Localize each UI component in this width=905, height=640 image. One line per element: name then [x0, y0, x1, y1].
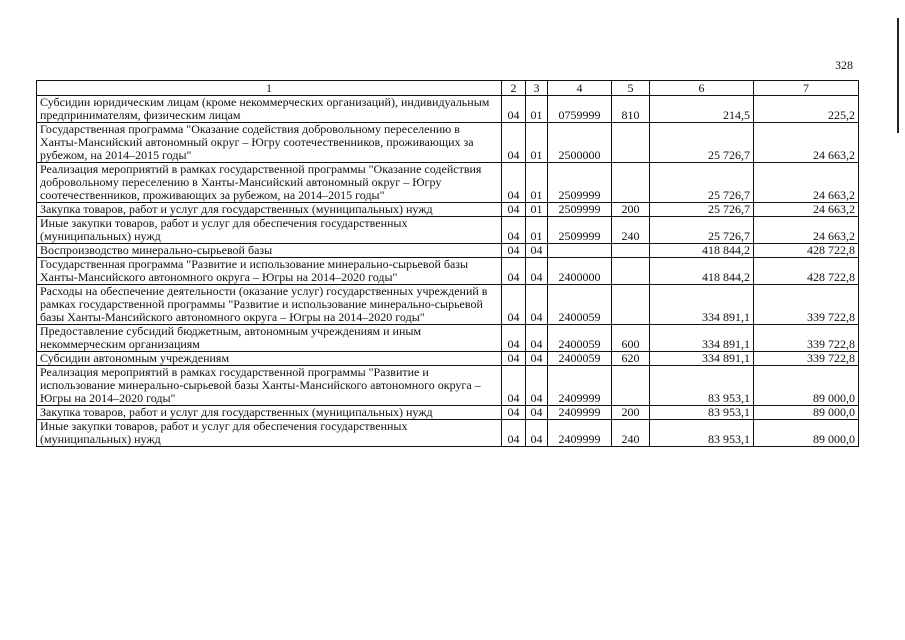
- row-name-cell: Воспроизводство минерально-сырьевой базы: [37, 244, 502, 258]
- row-subsection-cell: 01: [526, 217, 548, 244]
- table-row: [37, 217, 859, 244]
- row-subsection-cell: 04: [526, 366, 548, 406]
- row-target-article-cell: 2400059: [548, 352, 612, 366]
- row-amount-2016-cell: 89 000,0: [754, 420, 859, 447]
- table-row: [37, 406, 859, 420]
- row-amount-2016-cell: 339 722,8: [754, 285, 859, 325]
- row-subsection-cell: 04: [526, 352, 548, 366]
- row-amount-2015-cell: 214,5: [650, 96, 754, 123]
- row-amount-2015-cell: 83 953,1: [650, 366, 754, 406]
- row-amount-2016-cell: 339 722,8: [754, 352, 859, 366]
- row-section-cell: 04: [502, 217, 526, 244]
- row-amount-2015-cell: 25 726,7: [650, 163, 754, 203]
- header-col-5: 5: [612, 81, 650, 96]
- table-header-row: [37, 81, 859, 96]
- row-subsection-cell: 01: [526, 123, 548, 163]
- row-expense-type-cell: [612, 123, 650, 163]
- row-name-cell: Государственная программа "Развитие и использование минерально-сырьевой базы Ханты-Мансийского автономного округа – Югры на 2014–2020 годы": [37, 258, 502, 285]
- row-name-cell: Реализация мероприятий в рамках государственной программы "Оказание содействия добровольному переселению в Ханты-Мансийский автономный округ – Югру соотечественников, проживающих за рубежом, на 2014–2015 годы": [37, 163, 502, 203]
- table-row: [37, 258, 859, 285]
- row-subsection-cell: 01: [526, 203, 548, 217]
- row-target-article-cell: 2500000: [548, 123, 612, 163]
- budget-table: [36, 80, 859, 447]
- row-expense-type-cell: [612, 163, 650, 203]
- row-amount-2015-cell: 83 953,1: [650, 406, 754, 420]
- row-expense-type-cell: 620: [612, 352, 650, 366]
- row-name-cell: Субсидии юридическим лицам (кроме некоммерческих организаций), индивидуальным предпринимателям, физическим лицам: [37, 96, 502, 123]
- row-name-cell: Иные закупки товаров, работ и услуг для обеспечения государственных (муниципальных) нужд: [37, 217, 502, 244]
- table-row: [37, 203, 859, 217]
- row-target-article-cell: 2400059: [548, 285, 612, 325]
- row-expense-type-cell: [612, 285, 650, 325]
- row-subsection-cell: 04: [526, 258, 548, 285]
- row-expense-type-cell: 240: [612, 420, 650, 447]
- row-section-cell: 04: [502, 258, 526, 285]
- row-amount-2015-cell: 418 844,2: [650, 244, 754, 258]
- row-amount-2015-cell: 25 726,7: [650, 123, 754, 163]
- row-subsection-cell: 04: [526, 325, 548, 352]
- row-expense-type-cell: 200: [612, 203, 650, 217]
- header-col-1: 1: [37, 81, 502, 96]
- row-amount-2015-cell: 334 891,1: [650, 352, 754, 366]
- row-target-article-cell: 2409999: [548, 406, 612, 420]
- row-name-cell: Реализация мероприятий в рамках государственной программы "Развитие и использование минерально-сырьевой базы Ханты-Мансийского автономного округа – Югры на 2014–2020 годы": [37, 366, 502, 406]
- row-subsection-cell: 01: [526, 96, 548, 123]
- row-section-cell: 04: [502, 406, 526, 420]
- row-amount-2016-cell: 428 722,8: [754, 244, 859, 258]
- row-amount-2016-cell: 428 722,8: [754, 258, 859, 285]
- row-amount-2016-cell: 24 663,2: [754, 123, 859, 163]
- row-expense-type-cell: 240: [612, 217, 650, 244]
- row-amount-2016-cell: 339 722,8: [754, 325, 859, 352]
- row-amount-2015-cell: 418 844,2: [650, 258, 754, 285]
- row-amount-2016-cell: 225,2: [754, 96, 859, 123]
- row-amount-2015-cell: 334 891,1: [650, 325, 754, 352]
- row-name-cell: Расходы на обеспечение деятельности (оказание услуг) государственных учреждений в рамках государственной программы "Развитие и использование минерально-сырьевой базы Ханты-Мансийского автономного округа – Югры на 2014–2020 годы": [37, 285, 502, 325]
- row-target-article-cell: [548, 244, 612, 258]
- row-target-article-cell: 2509999: [548, 163, 612, 203]
- row-section-cell: 04: [502, 203, 526, 217]
- row-amount-2016-cell: 24 663,2: [754, 217, 859, 244]
- table-row: [37, 420, 859, 447]
- row-amount-2015-cell: 25 726,7: [650, 217, 754, 244]
- row-section-cell: 04: [502, 96, 526, 123]
- row-target-article-cell: 2400059: [548, 325, 612, 352]
- row-target-article-cell: 2400000: [548, 258, 612, 285]
- row-name-cell: Закупка товаров, работ и услуг для государственных (муниципальных) нужд: [37, 203, 502, 217]
- row-target-article-cell: 2409999: [548, 420, 612, 447]
- row-target-article-cell: 2509999: [548, 217, 612, 244]
- row-amount-2016-cell: 24 663,2: [754, 203, 859, 217]
- table-row: [37, 352, 859, 366]
- row-section-cell: 04: [502, 325, 526, 352]
- row-subsection-cell: 04: [526, 406, 548, 420]
- row-amount-2016-cell: 89 000,0: [754, 406, 859, 420]
- row-amount-2015-cell: 25 726,7: [650, 203, 754, 217]
- row-section-cell: 04: [502, 244, 526, 258]
- row-expense-type-cell: [612, 258, 650, 285]
- row-section-cell: 04: [502, 420, 526, 447]
- header-col-3: 3: [526, 81, 548, 96]
- row-section-cell: 04: [502, 163, 526, 203]
- row-name-cell: Государственная программа "Оказание содействия добровольному переселению в Ханты-Мансийский автономный округ – Югру соотечественников, проживающих за рубежом, на 2014–2015 годы": [37, 123, 502, 163]
- row-subsection-cell: 04: [526, 420, 548, 447]
- row-name-cell: Закупка товаров, работ и услуг для государственных (муниципальных) нужд: [37, 406, 502, 420]
- row-expense-type-cell: [612, 366, 650, 406]
- row-amount-2016-cell: 24 663,2: [754, 163, 859, 203]
- table-row: [37, 123, 859, 163]
- header-col-2: 2: [502, 81, 526, 96]
- row-subsection-cell: 04: [526, 244, 548, 258]
- table-row: [37, 244, 859, 258]
- row-target-article-cell: 0759999: [548, 96, 612, 123]
- scan-edge-line: [897, 18, 899, 133]
- row-section-cell: 04: [502, 285, 526, 325]
- row-expense-type-cell: 600: [612, 325, 650, 352]
- row-expense-type-cell: 200: [612, 406, 650, 420]
- row-section-cell: 04: [502, 366, 526, 406]
- row-amount-2015-cell: 334 891,1: [650, 285, 754, 325]
- row-target-article-cell: 2409999: [548, 366, 612, 406]
- row-name-cell: Предоставление субсидий бюджетным, автономным учреждениям и иным некоммерческим организациям: [37, 325, 502, 352]
- row-name-cell: Иные закупки товаров, работ и услуг для обеспечения государственных (муниципальных) нужд: [37, 420, 502, 447]
- header-col-6: 6: [650, 81, 754, 96]
- row-expense-type-cell: 810: [612, 96, 650, 123]
- table-row: [37, 163, 859, 203]
- page-number: 328: [835, 58, 853, 72]
- table-row: [37, 96, 859, 123]
- header-col-4: 4: [548, 81, 612, 96]
- row-section-cell: 04: [502, 123, 526, 163]
- row-name-cell: Субсидии автономным учреждениям: [37, 352, 502, 366]
- table-body: [37, 96, 859, 447]
- row-subsection-cell: 01: [526, 163, 548, 203]
- header-col-7: 7: [754, 81, 859, 96]
- row-amount-2016-cell: 89 000,0: [754, 366, 859, 406]
- table-row: [37, 325, 859, 352]
- table-row: [37, 366, 859, 406]
- table-row: [37, 285, 859, 325]
- row-amount-2015-cell: 83 953,1: [650, 420, 754, 447]
- row-subsection-cell: 04: [526, 285, 548, 325]
- row-expense-type-cell: [612, 244, 650, 258]
- row-section-cell: 04: [502, 352, 526, 366]
- row-target-article-cell: 2509999: [548, 203, 612, 217]
